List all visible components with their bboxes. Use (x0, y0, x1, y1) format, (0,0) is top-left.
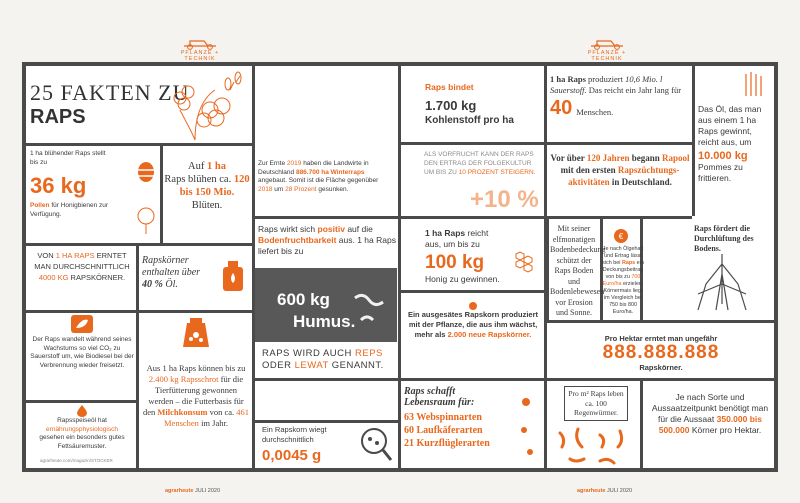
spider-icon (512, 394, 540, 464)
feed-sack-icon (181, 315, 211, 349)
footer-right: agrarheute JULI 2020 (577, 488, 633, 494)
leaf-badge-icon (71, 315, 93, 333)
logo-right: PFLANZE + TECHNIK (577, 36, 637, 62)
fact-yield-increase: ALS VORFRUCHT KANN DER RAPS DEN ERTRAG DER FOLGEKULTUR UM BIS ZU 10 PROZENT STEIGERN. +10 % (424, 151, 539, 213)
fact-harvest-area: Zur Ernte 2019 haben die Landwirte in Deutschland 886.700 ha Winterraps angebaut. Somit ist die Fläche gegenüber 2018 um 28 Prozent gesunken. (258, 160, 379, 193)
fact-breeding: Vor über 120 Jahren begann Rapool mit den ersten Rapszüchtungsaktivitäten in Deutschland. (550, 153, 690, 187)
fact-oxygen: 1 ha Raps produziert 10,6 Mio. l Sauerstoff. Das reicht ein Jahr lang für 40 Menschen. (550, 74, 682, 119)
oil-bottle-icon (220, 259, 246, 293)
fact-feed: Aus 1 ha Raps können bis zu 2.400 kg Rapsschrot für die Tierfütterung gewonnen werden – die Futterbasis für den Milchkonsum von ca. 461 Menschen im Jahr. (142, 315, 250, 467)
fact-pollen: 1 ha blühender Raps stellt bis zu 36 kg Pollen für Honigbienen zur Verfügung. (30, 150, 158, 240)
fact-flowers: Auf 1 ha Raps blühen ca. 120 bis 150 Mio. Blüten. (164, 161, 250, 211)
fact-fries: Das Öl, das man aus einem 1 ha Raps gewinnt, reicht aus, um 10.000 kg Pommes zu frittieren. (698, 72, 774, 214)
fact-soil-cover: Mit seiner elfmonatigen Bodenbedeckung schützt der Raps Boden und Bodenlebewesen vor Erosion und Sonne. (550, 224, 606, 317)
flower-illustration (140, 70, 250, 142)
magnifier-icon (358, 425, 394, 465)
french-fries-icon (738, 72, 768, 102)
fact-seed-weight: Ein Rapskorn wiegt durchschnittlich 0,0045 g (262, 425, 394, 467)
page-title-raps: RAPS (30, 106, 86, 128)
habitat-item: 21 Kurzflüglerarten (404, 438, 490, 449)
fact-humus-soil: 600 kg Humus. (255, 268, 397, 342)
footer-left: agrarheute JULI 2020 (165, 488, 221, 494)
honeycomb-icon (511, 250, 541, 276)
fact-habitat: Raps schafft Lebensraum für: 63 Webspinnarten 60 Laufkäferarten 21 Kurzflüglerarten (404, 386, 542, 466)
svg-text:€: € (618, 232, 624, 241)
fact-names: RAPS WIRD AUCH REPS ODER LEWAT GENANNT. (262, 348, 384, 371)
fact-oil-content: Rapskörner enthalten über 40 % Öl. (142, 255, 250, 310)
fact-carbon: Raps bindet 1.700 kg Kohlenstoff pro ha (425, 82, 514, 126)
fact-worms: Pro m² Raps leben ca. 100 Regenwürmer. (550, 386, 638, 466)
fact-revenue: Je nach Ölgehalt und Ertrag lässt sich bei Raps ein Deckungsbeitrag von bis zu 700 Euro/ha erzielen. Körnermais liegt im Vergleich bei 750 bis 800 Euro/ha. (602, 246, 644, 315)
habitat-item: 63 Webspinnarten (404, 412, 482, 423)
fact-honey: 1 ha Raps reicht aus, um bis zu 100 kg Honig zu gewinnen. (425, 228, 543, 288)
page-title: 25 FAKTEN ZU (30, 80, 190, 105)
tractor-icon (577, 36, 637, 50)
bee-icon (134, 154, 158, 234)
habitat-item: 60 Laufkäferarten (404, 425, 483, 436)
fact-co2: Der Raps wandelt während seines Wachstums so viel CO₂ zu Sauerstoff um, wie Biodiesel bei der Verbrennung wieder freisetzt. (30, 315, 134, 399)
fact-nutrition: Rapsspeiseöl hat ernährungsphysiologisch gesehen ein besonders gutes Fettsäuremuster. (30, 405, 134, 467)
earthworms-icon (550, 425, 638, 475)
seed-icon (467, 300, 479, 310)
fact-roots: Raps fördert die Durchlüftung des Bodens. (646, 224, 774, 318)
fact-humus-text: Raps wirkt sich positiv auf die Bodenfruchtbarkeit aus. 1 ha Raps liefert bis zu (258, 224, 396, 256)
root-system-icon (682, 254, 762, 316)
euro-coin-icon (613, 228, 629, 244)
logo-left: PFLANZE + TECHNIK (170, 36, 230, 62)
rapeseed-flower-icon (140, 70, 250, 142)
earthworm-icon (351, 290, 391, 330)
tractor-icon (170, 36, 230, 50)
drop-icon (77, 405, 87, 417)
fact-sowing: Je nach Sorte und Aussaatzeitpunkt benötigt man für die Aussaat 350.000 bis 500.000 Körner pro Hektar. (651, 392, 769, 435)
fact-grain-yield: VON 1 HA RAPS ERNTET MAN DURCHSCHNITTLICH 4000 KG RAPSKÖRNER. (34, 251, 130, 282)
fact-new-grains: Ein ausgesätes Rapskorn produziert mit der Pflanze, die aus ihm wächst, mehr als 2.000 neue Rapskörner. (404, 300, 542, 376)
fact-hectare-grains: Pro Hektar erntet man ungefähr 888.888.888 Rapskörner. (602, 334, 720, 372)
credit: agrarheute.com/magazin/STOCKER (40, 458, 113, 463)
